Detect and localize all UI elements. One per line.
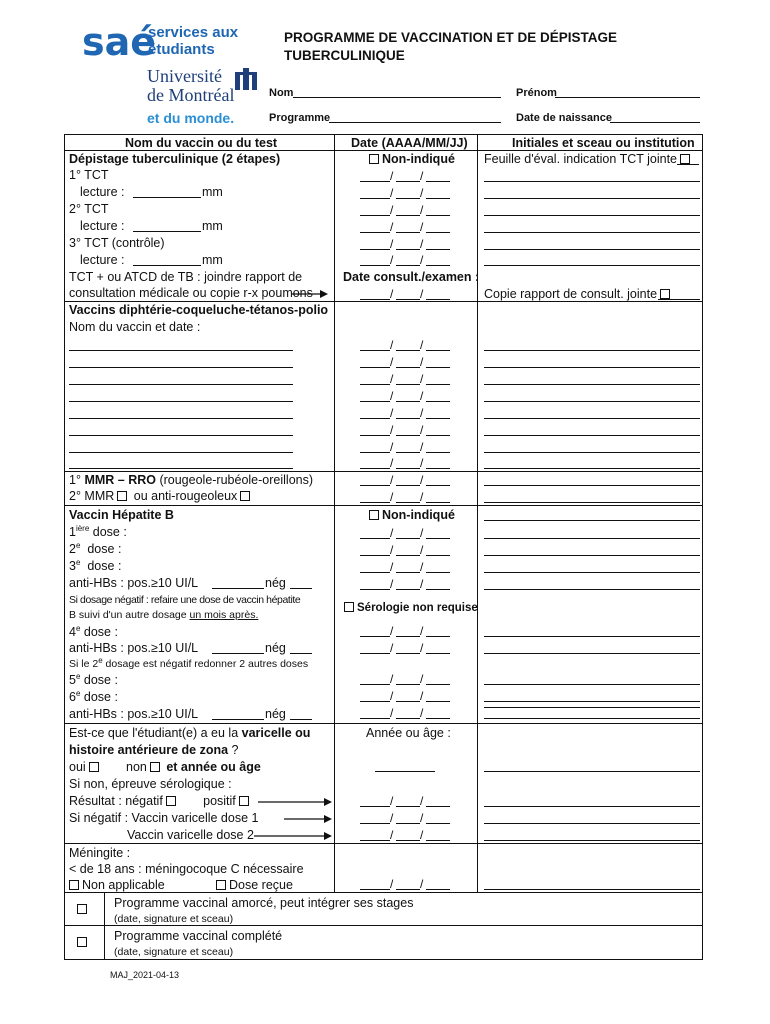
- meningite-dose: Dose reçue: [213, 878, 293, 892]
- date-field[interactable]: / /: [360, 671, 450, 685]
- hepb-antihbs-1: anti-HBs : pos.≥10 UI/L: [69, 576, 199, 590]
- date-field[interactable]: / /: [360, 202, 450, 216]
- signature-line[interactable]: [484, 771, 700, 772]
- checkbox-icon[interactable]: [77, 937, 87, 947]
- signature-line[interactable]: [484, 538, 700, 539]
- date-field[interactable]: / /: [360, 168, 450, 182]
- col-header-date: Date (AAAA/MM/JJ): [351, 136, 468, 150]
- checkbox-icon[interactable]: [69, 880, 79, 890]
- mmr-line2: 2° MMR ou anti-rougeoleux: [69, 489, 253, 503]
- antihbs3-pos-field[interactable]: [212, 719, 264, 720]
- hepb-note3: Si le 2e dosage est négatif redonner 2 autres doses: [69, 656, 309, 670]
- date-field[interactable]: / /: [360, 640, 450, 654]
- signature-line[interactable]: [484, 520, 700, 521]
- meningite-options: Non applicable: [66, 878, 165, 892]
- date-field[interactable]: / /: [360, 371, 450, 385]
- udem-logo: [145, 66, 275, 126]
- date-field[interactable]: / /: [360, 876, 450, 890]
- signature-line[interactable]: [484, 589, 700, 590]
- date-naissance-label: Date de naissance: [516, 112, 612, 124]
- signature-line[interactable]: [484, 707, 700, 708]
- date-field[interactable]: / /: [360, 705, 450, 719]
- date-field[interactable]: / /: [360, 286, 450, 300]
- vaccine-name-line[interactable]: [69, 384, 293, 385]
- signature-line[interactable]: [484, 215, 700, 216]
- date-field[interactable]: / /: [360, 252, 450, 266]
- feuille-field[interactable]: [677, 164, 699, 165]
- copie-label[interactable]: Copie rapport de consult. jointe: [484, 287, 673, 301]
- hepb-dose5: 5e dose :: [69, 672, 118, 687]
- signature-line[interactable]: [484, 653, 700, 654]
- signature-line[interactable]: [484, 468, 700, 469]
- meningite-title: Méningite :: [69, 846, 131, 860]
- arrow-right-icon: [284, 814, 332, 824]
- signature-line[interactable]: [484, 265, 700, 266]
- varicelle-q1: Est-ce que l'étudiant(e) a eu la varicelle ou: [69, 726, 311, 740]
- date-field[interactable]: / /: [360, 623, 450, 637]
- signature-line[interactable]: [484, 572, 700, 573]
- date-field[interactable]: / /: [360, 827, 450, 841]
- vaccine-name-line[interactable]: [69, 350, 293, 351]
- date-field[interactable]: / /: [360, 525, 450, 539]
- atcd-line1: TCT + ou ATCD de TB : joindre rapport de: [69, 270, 303, 284]
- arrow-right-icon: [258, 797, 332, 807]
- hepb-dose6: 6e dose :: [69, 689, 118, 704]
- date-field[interactable]: / /: [360, 576, 450, 590]
- maj-label: MAJ_2021-04-13: [110, 970, 180, 980]
- meningite-l1: < de 18 ans : méningocoque C nécessaire: [69, 862, 304, 876]
- checkbox-icon[interactable]: [117, 491, 127, 501]
- tct2-mm: mm: [202, 219, 223, 233]
- varicelle-q2: histoire antérieure de zona ?: [69, 743, 239, 757]
- vaccine-name-line[interactable]: [69, 401, 293, 402]
- hepb-title: Vaccin Hépatite B: [69, 508, 174, 522]
- tb-non-indique[interactable]: Non-indiqué: [366, 152, 455, 166]
- signature-line[interactable]: [484, 384, 700, 385]
- tct1-label: 1° TCT: [69, 168, 109, 182]
- signature-line[interactable]: [484, 198, 700, 199]
- feuille-label[interactable]: Feuille d'éval. indication TCT jointe: [484, 152, 693, 166]
- vaccine-name-line[interactable]: [69, 452, 293, 453]
- annee-age-label: Année ou âge :: [366, 726, 451, 740]
- date-field[interactable]: / /: [360, 793, 450, 807]
- checkbox-icon: [660, 289, 670, 299]
- checkbox-icon: [680, 154, 690, 164]
- programme-label: Programme: [269, 112, 331, 124]
- varicelle-sinon: Si non, épreuve sérologique :: [69, 777, 232, 791]
- hepb-serologie[interactable]: Sérologie non requise: [341, 601, 478, 615]
- checkbox-icon[interactable]: [240, 491, 250, 501]
- neg-label: nég: [265, 641, 286, 655]
- programme-complete: Programme vaccinal complété: [114, 929, 283, 943]
- prenom-label: Prénom: [516, 87, 557, 99]
- date-field[interactable]: / /: [360, 354, 450, 368]
- signature-line[interactable]: [484, 823, 700, 824]
- varicelle-ouinon: oui non et année ou âge: [69, 760, 261, 774]
- signature-line[interactable]: [484, 555, 700, 556]
- signature-line[interactable]: [484, 701, 700, 702]
- checkbox-icon: [369, 154, 379, 164]
- date-field[interactable]: / /: [360, 472, 450, 486]
- varicelle-dose2: Vaccin varicelle dose 2: [127, 828, 254, 842]
- udem-line2: de Montréal: [147, 85, 235, 105]
- dcat-title: Vaccins diphtérie-coqueluche-tétanos-polio: [69, 303, 329, 317]
- checkbox-icon[interactable]: [166, 796, 176, 806]
- arrow-right-icon: [254, 831, 332, 841]
- dcat-sub: Nom du vaccin et date :: [69, 320, 201, 334]
- udem-tagline: et du monde.: [147, 110, 235, 126]
- signature-line[interactable]: [484, 485, 700, 486]
- sae-logo-text: saé: [82, 20, 157, 64]
- tct2-lecture: lecture :: [80, 219, 125, 233]
- date-field[interactable]: / /: [360, 542, 450, 556]
- arrow-right-icon: [292, 289, 328, 299]
- date-field[interactable]: / /: [360, 810, 450, 824]
- antihbs1-neg-field[interactable]: [290, 588, 312, 589]
- hepb-dose1: $1^{ière}$ dose :: [69, 524, 127, 539]
- form-title-line2: TUBERCULINIQUE: [284, 48, 405, 63]
- signature-line[interactable]: [484, 840, 700, 841]
- antihbs1-pos-field[interactable]: [212, 588, 264, 589]
- nom-label: Nom: [269, 87, 294, 99]
- checkbox-icon: [369, 510, 379, 520]
- date-consult-label: Date consult./examen :: [343, 270, 480, 284]
- signature-line[interactable]: [484, 502, 700, 503]
- mmr-line1: 1° MMR – RRO (rougeole-rubéole-oreillons): [69, 473, 314, 487]
- date-field[interactable]: / /: [360, 422, 450, 436]
- neg-label: nég: [265, 707, 286, 721]
- tb-title: Dépistage tuberculinique (2 étapes): [69, 152, 281, 166]
- date-field[interactable]: / /: [360, 185, 450, 199]
- signature-line[interactable]: [484, 401, 700, 402]
- vaccine-name-line[interactable]: [69, 367, 293, 368]
- date-field[interactable]: / /: [360, 688, 450, 702]
- signature-line[interactable]: [484, 232, 700, 233]
- date-field[interactable]: / /: [360, 236, 450, 250]
- neg-label: nég: [265, 576, 286, 590]
- hepb-note2: B suivi d'un autre dosage un mois après.: [69, 609, 259, 621]
- nom-field[interactable]: [293, 97, 501, 98]
- date-field[interactable]: / /: [360, 559, 450, 573]
- programme-amorce-sub: (date, signature et sceau): [114, 913, 234, 925]
- col-header-vaccin: Nom du vaccin ou du test: [125, 136, 278, 150]
- tct2-label: 2° TCT: [69, 202, 109, 216]
- date-field[interactable]: / /: [360, 489, 450, 503]
- date-field[interactable]: / /: [360, 388, 450, 402]
- vaccine-name-line[interactable]: [69, 418, 293, 419]
- date-naissance-field[interactable]: [610, 122, 700, 123]
- antihbs3-neg-field[interactable]: [290, 719, 312, 720]
- signature-line[interactable]: [484, 435, 700, 436]
- tct1-mm: mm: [202, 185, 223, 199]
- signature-line[interactable]: [484, 418, 700, 419]
- varicelle-resultat: Résultat : négatif positif: [69, 794, 252, 808]
- signature-line[interactable]: [484, 889, 700, 890]
- checkbox-icon[interactable]: [216, 880, 226, 890]
- checkbox-icon[interactable]: [239, 796, 249, 806]
- programme-field[interactable]: [329, 122, 501, 123]
- signature-line[interactable]: [484, 181, 700, 182]
- signature-line[interactable]: [484, 684, 700, 685]
- signature-line[interactable]: [484, 718, 700, 719]
- date-field[interactable]: / /: [360, 455, 450, 469]
- programme-amorce: Programme vaccinal amorcé, peut intégrer ses stages: [114, 896, 414, 910]
- hepb-dose3: 3e dose :: [69, 558, 122, 573]
- hepb-dose4: 4e dose :: [69, 624, 118, 639]
- tct3-mm-field[interactable]: [133, 265, 201, 266]
- signature-line[interactable]: [484, 367, 700, 368]
- signature-line[interactable]: [484, 249, 700, 250]
- tct1-mm-field[interactable]: [133, 197, 201, 198]
- prenom-field[interactable]: [555, 97, 700, 98]
- signature-line[interactable]: [484, 452, 700, 453]
- form-title-line1: PROGRAMME DE VACCINATION ET DE DÉPISTAGE: [284, 30, 618, 45]
- udem-emblem-icon: [233, 66, 259, 90]
- checkbox-icon[interactable]: [89, 762, 99, 772]
- signature-line[interactable]: [484, 350, 700, 351]
- tct3-lecture: lecture :: [80, 253, 125, 267]
- programme-complete-sub: (date, signature et sceau): [114, 946, 234, 958]
- hepb-antihbs-2: anti-HBs : pos.≥10 UI/L: [69, 641, 199, 655]
- signature-line[interactable]: [484, 806, 700, 807]
- tct1-lecture: lecture :: [80, 185, 125, 199]
- checkbox-icon[interactable]: [150, 762, 160, 772]
- vaccine-name-line[interactable]: [69, 468, 293, 469]
- tct3-label: 3° TCT (contrôle): [69, 236, 165, 250]
- signature-line[interactable]: [484, 636, 700, 637]
- udem-line1: Université: [147, 66, 222, 86]
- sae-services-text: services aux: [148, 24, 239, 41]
- tct3-mm: mm: [202, 253, 223, 267]
- date-field[interactable]: / /: [360, 337, 450, 351]
- checkbox-icon[interactable]: [77, 904, 87, 914]
- date-field[interactable]: / /: [360, 439, 450, 453]
- checkbox-icon: [344, 602, 354, 612]
- antihbs2-neg-field[interactable]: [290, 653, 312, 654]
- tct2-mm-field[interactable]: [133, 231, 201, 232]
- antihbs2-pos-field[interactable]: [212, 653, 264, 654]
- sae-etudiants-text: étudiants: [148, 41, 215, 58]
- annee-age-field[interactable]: [375, 771, 435, 772]
- hepb-note1: Si dosage négatif : refaire une dose de vaccin hépatite: [69, 594, 301, 606]
- sae-logo: [82, 22, 262, 68]
- vaccine-name-line[interactable]: [69, 435, 293, 436]
- hepb-antihbs-3: anti-HBs : pos.≥10 UI/L: [69, 707, 199, 721]
- hepb-dose2: 2e dose :: [69, 541, 122, 556]
- atcd-line2: consultation médicale ou copie r-x poumons: [69, 286, 313, 300]
- copie-field[interactable]: [658, 299, 700, 300]
- hepb-non-indique[interactable]: Non-indiqué: [366, 508, 455, 522]
- date-field[interactable]: / /: [360, 219, 450, 233]
- varicelle-dose1: Si négatif : Vaccin varicelle dose 1: [69, 811, 259, 825]
- date-field[interactable]: / /: [360, 405, 450, 419]
- col-header-initiales: Initiales et sceau ou institution: [512, 136, 695, 150]
